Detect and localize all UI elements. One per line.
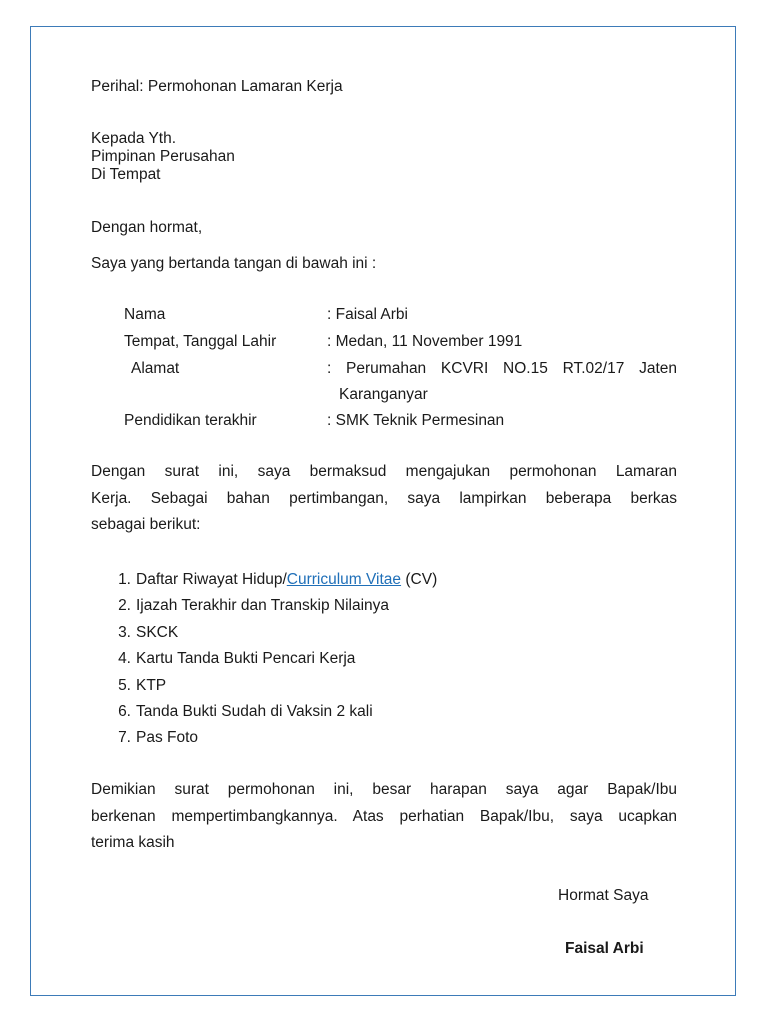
purpose-line-3: sebagai berikut: [91,516,201,533]
purpose-line-1: Dengan surat ini, saya bermaksud mengajukan permohonan Lamaran [91,463,677,480]
list-item: SKCK [136,624,179,641]
list-item: Ijazah Terakhir dan Transkip Nilainya [136,597,390,614]
cv-prefix: Daftar Riwayat Hidup/ [136,571,287,588]
intro-statement: Saya yang bertanda tangan di bawah ini : [91,255,377,272]
purpose-line-2: Kerja. Sebagai bahan pertimbangan, saya lampirkan beberapa berkas [91,489,677,507]
birth-value: : Medan, 11 November 1991 [327,333,523,350]
list-number: 4. [118,650,131,667]
list-number: 2. [118,597,131,614]
recipient-line-3: Di Tempat [91,166,161,183]
address-label: Alamat [131,360,180,377]
list-number: 3. [118,624,131,641]
curriculum-vitae-link[interactable]: Curriculum Vitae [286,571,402,588]
education-label: Pendidikan terakhir [124,412,257,429]
education-value: : SMK Teknik Permesinan [327,412,505,429]
address-value-line-2: Karanganyar [339,386,428,403]
birth-label: Tempat, Tanggal Lahir [124,333,277,350]
list-item: KTP [136,677,167,694]
sign-off: Hormat Saya [558,887,649,904]
closing-line-2: berkenan mempertimbangkannya. Atas perhatian Bapak/Ibu, saya ucapkan [91,807,677,825]
closing-line-1: Demikian surat permohonan ini, besar harapan saya agar Bapak/Ibu [91,781,677,798]
list-number: 7. [118,729,131,746]
recipient-line-2: Pimpinan Perusahan [91,148,235,165]
list-item: Kartu Tanda Bukti Pencari Kerja [136,650,356,667]
address-value-line-1: : Perumahan KCVRI NO.15 RT.02/17 Jaten [327,360,677,377]
list-number: 5. [118,677,131,694]
signer-name: Faisal Arbi [565,940,644,957]
name-value: : Faisal Arbi [327,306,408,323]
list-item-cv [136,571,437,589]
list-item: Pas Foto [136,729,199,746]
cv-suffix: (CV) [401,571,438,588]
greeting: Dengan hormat, [91,219,203,236]
recipient-line-1: Kepada Yth. [91,130,177,147]
list-number: 1. [118,571,131,588]
closing-line-3: terima kasih [91,834,175,851]
name-label: Nama [124,306,166,323]
closing-paragraph [91,777,677,857]
purpose-paragraph [91,459,677,539]
list-number: 6. [118,703,131,720]
list-item: Tanda Bukti Sudah di Vaksin 2 kali [136,703,373,720]
letter-subject: Perihal: Permohonan Lamaran Kerja [91,78,343,95]
